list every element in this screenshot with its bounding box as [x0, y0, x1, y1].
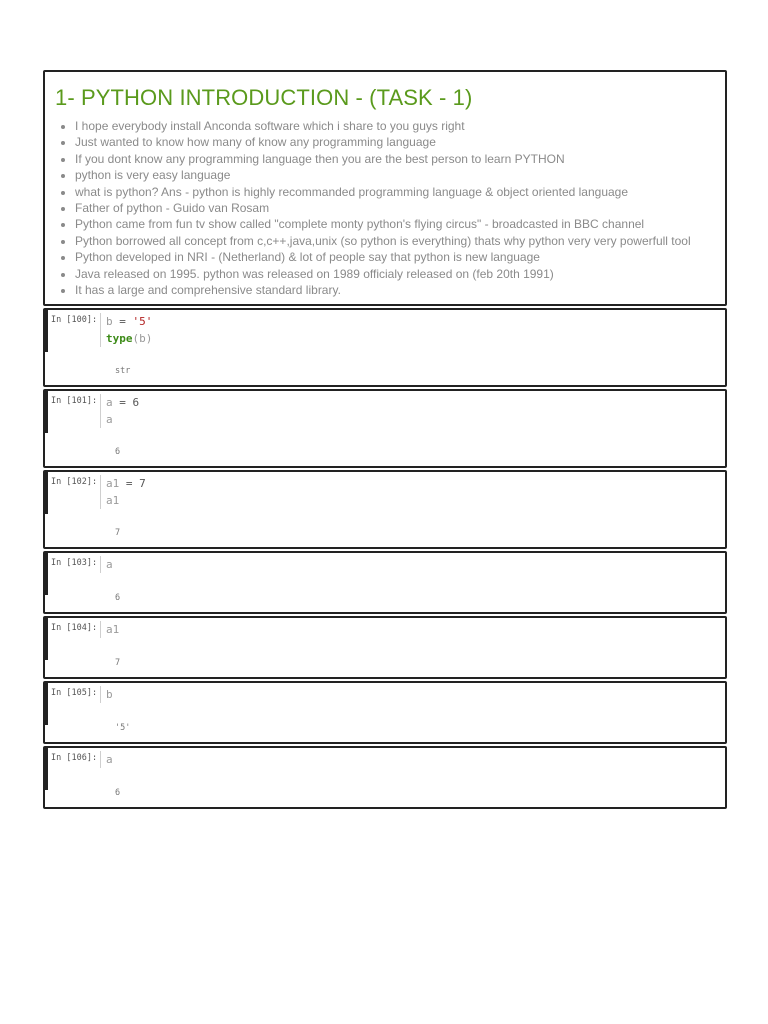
code-cell[interactable]	[43, 616, 727, 679]
code-token: a	[106, 413, 113, 426]
code-token: b	[106, 688, 113, 701]
list-item: • Father of python - Guido van Rosam	[75, 200, 715, 216]
list-item: • Python came from fun tv show called "complete monty python's flying circus" - broadcasted in BBC channel	[75, 216, 715, 232]
cell-output: 6	[115, 593, 121, 603]
cell-selection-bar	[45, 618, 48, 660]
code-token: = 7	[125, 477, 146, 490]
code-token: a	[106, 558, 113, 571]
intro-list	[55, 118, 715, 298]
code-input[interactable]	[100, 621, 726, 638]
code-cell[interactable]	[43, 470, 727, 549]
code-token: type	[106, 332, 133, 345]
input-prompt: In [104]:	[51, 623, 98, 633]
code-input[interactable]	[100, 313, 726, 347]
code-line	[106, 492, 726, 509]
code-cell[interactable]	[43, 551, 727, 614]
code-line	[106, 394, 726, 411]
cell-output: 7	[115, 658, 121, 668]
markdown-cell[interactable]	[43, 70, 727, 306]
code-input[interactable]	[100, 751, 726, 768]
code-line	[106, 330, 726, 347]
code-token: a1	[106, 623, 120, 636]
list-item: • Python borrowed all concept from c,c++,java,unix (so python is everything) thats why python very very powerfull tool	[75, 233, 715, 249]
code-line	[106, 686, 726, 703]
code-input[interactable]	[100, 394, 726, 428]
list-item: • Python developed in NRI - (Netherland) & lot of people say that python is new language	[75, 249, 715, 265]
code-line	[106, 313, 726, 330]
cell-output: 6	[115, 447, 121, 457]
code-input[interactable]	[100, 686, 726, 703]
code-input[interactable]	[100, 475, 726, 509]
code-token: a1	[106, 477, 126, 490]
cell-selection-bar	[45, 472, 48, 514]
code-line	[106, 751, 726, 768]
list-item: • Java released on 1995. python was released on 1989 officialy released on (feb 20th 1991)	[75, 266, 715, 282]
cell-output: '5'	[115, 723, 131, 733]
input-prompt: In [100]:	[51, 315, 98, 325]
code-cell[interactable]	[43, 308, 727, 387]
code-line	[106, 475, 726, 492]
code-token: (b)	[132, 332, 153, 345]
cell-output: str	[115, 366, 131, 376]
input-prompt: In [102]:	[51, 477, 98, 487]
input-prompt: In [103]:	[51, 558, 98, 568]
code-token: = 6	[119, 396, 140, 409]
cell-selection-bar	[45, 748, 48, 790]
code-token: a	[106, 396, 120, 409]
list-item: • It has a large and comprehensive standard library.	[75, 282, 715, 298]
code-token: a1	[106, 494, 120, 507]
cell-selection-bar	[45, 310, 48, 352]
code-token: =	[119, 315, 126, 328]
cell-output: 6	[115, 788, 121, 798]
list-item: • what is python? Ans - python is highly recommanded programming language & object oriented language	[75, 184, 715, 200]
cell-output: 7	[115, 528, 121, 538]
list-item: • python is very easy language	[75, 167, 715, 183]
code-line	[106, 556, 726, 573]
notebook-title: 1- PYTHON INTRODUCTION - (TASK - 1)	[55, 85, 473, 110]
code-input[interactable]	[100, 556, 726, 573]
list-item: • If you dont know any programming language then you are the best person to learn PYTHON	[75, 151, 715, 167]
code-line	[106, 411, 726, 428]
code-token	[126, 315, 133, 328]
code-cell[interactable]	[43, 746, 727, 809]
code-cell[interactable]	[43, 681, 727, 744]
code-line	[106, 621, 726, 638]
input-prompt: In [101]:	[51, 396, 98, 406]
cell-selection-bar	[45, 391, 48, 433]
cell-selection-bar	[45, 553, 48, 595]
code-token: b	[106, 315, 120, 328]
input-prompt: In [105]:	[51, 688, 98, 698]
input-prompt: In [106]:	[51, 753, 98, 763]
list-item: • I hope everybody install Anconda software which i share to you guys right	[75, 118, 715, 134]
code-token: a	[106, 753, 113, 766]
code-cell[interactable]	[43, 389, 727, 468]
code-token: '5'	[132, 315, 153, 328]
list-item: • Just wanted to know how many of know any programming language	[75, 134, 715, 150]
cell-selection-bar	[45, 683, 48, 725]
